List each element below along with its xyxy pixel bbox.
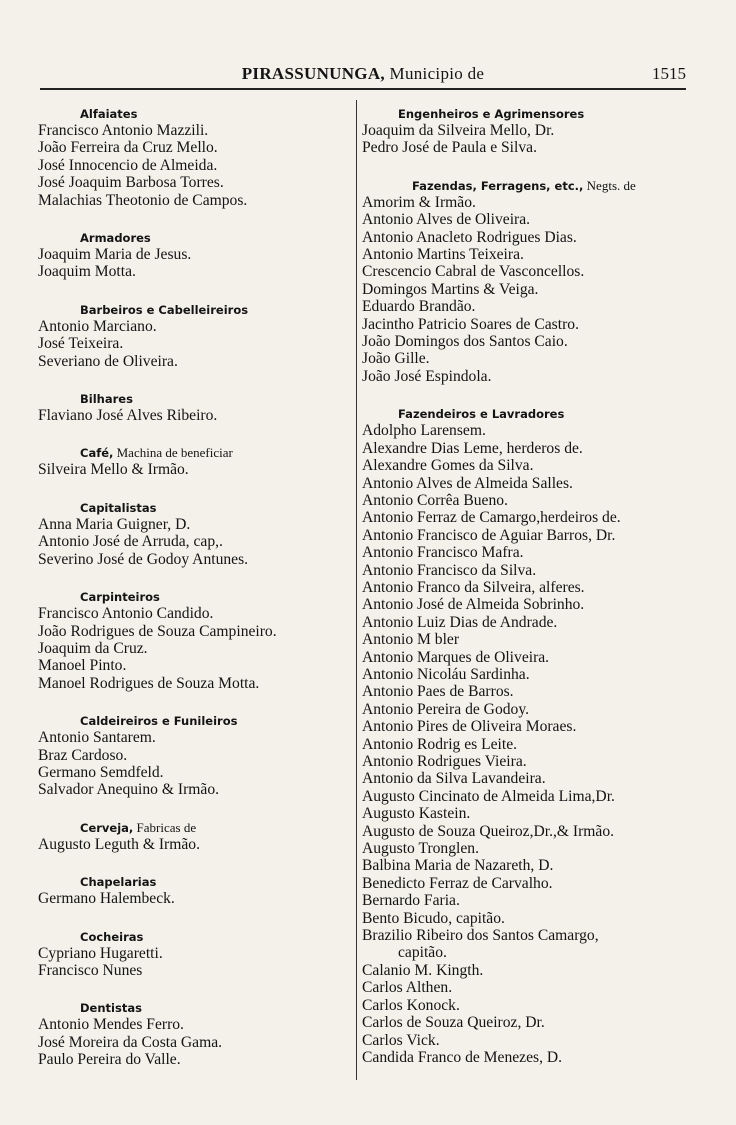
directory-entry: Calanio M. Kingth. <box>362 961 484 979</box>
section-engenheiros-e-agrimensores <box>362 106 692 157</box>
directory-entry: Carlos Vick. <box>362 1031 440 1049</box>
page-number: 1515 <box>652 64 686 83</box>
directory-entry: Joaquim da Cruz. <box>38 639 148 657</box>
directory-entry: Francisco Antonio Candido. <box>38 605 214 623</box>
section-heading-subtext: Machina de beneficiar <box>113 445 233 461</box>
directory-entry: Antonio Alves de Oliveira. <box>362 211 531 229</box>
directory-entry: Joaquim da Silveira Mello, Dr. <box>362 122 555 139</box>
section-chapelarias <box>38 874 356 907</box>
directory-entry: Antonio Marciano. <box>38 317 157 335</box>
directory-entry: Antonio Franco da Silveira, alferes. <box>362 578 585 596</box>
directory-entry: Carlos Konock. <box>362 996 460 1014</box>
directory-entry: João Domingos dos Santos Caio. <box>362 333 568 351</box>
directory-entry: Crescencio Cabral de Vasconcellos. <box>362 263 585 281</box>
section-bilhares <box>38 391 356 424</box>
directory-entry: Antonio Francisco de Aguiar Barros, Dr. <box>362 526 616 544</box>
header-title <box>40 64 686 84</box>
directory-entry: Braz Cardoso. <box>38 746 128 764</box>
directory-entry: Bernardo Faria. <box>362 892 460 910</box>
section-barbeiros-e-cabelleireiros <box>38 302 356 370</box>
directory-entry: Severiano de Oliveira. <box>38 352 178 370</box>
section-gap <box>38 853 356 874</box>
section-heading <box>38 302 356 318</box>
directory-entry: Benedicto Ferraz de Carvalho. <box>362 874 553 892</box>
directory-entry: Cypriano Hugaretti. <box>38 944 163 962</box>
header-city: PIRASSUNUNGA, <box>241 64 385 83</box>
directory-entry: Augusto Leguth & Irmão. <box>38 835 200 853</box>
section-heading <box>38 589 356 605</box>
section-heading-text: Alfaiates <box>80 107 138 121</box>
section-gap <box>38 209 356 230</box>
header-subtitle: Municipio de <box>389 64 485 83</box>
section-heading-text: Cerveja, <box>80 820 134 835</box>
directory-entry: João Rodrigues de Souza Campineiro. <box>38 622 277 640</box>
section-carpinteiros <box>38 589 356 692</box>
directory-entry: Antonio Marques de Oliveira. <box>362 648 550 666</box>
directory-entry: Alexandre Gomes da Silva. <box>362 457 534 475</box>
section-heading-text: Bilhares <box>80 392 133 407</box>
directory-entry: Amorim & Irmão. <box>362 193 476 211</box>
section-heading <box>38 445 356 461</box>
section-gap <box>38 479 356 500</box>
section-gap <box>38 370 356 391</box>
directory-entry: José Moreira da Costa Gama. <box>38 1033 223 1051</box>
directory-entry: Carlos de Souza Queiroz, Dr. <box>362 1014 545 1032</box>
section-heading-text: Barbeiros e Cabelleireiros <box>80 302 249 317</box>
directory-entry: Joaquim Maria de Jesus. <box>38 246 192 264</box>
directory-entry: Antonio Francisco da Silva. <box>362 561 537 579</box>
directory-entry: Antonio Rodrigues Vieira. <box>362 753 527 770</box>
section-heading-text: Capitalistas <box>80 500 157 515</box>
directory-entry: Francisco Nunes <box>38 961 143 979</box>
section-dentistas <box>38 1000 356 1068</box>
section-heading-text: Caldeireiros e Funileiros <box>80 714 238 729</box>
section-heading <box>38 500 356 516</box>
section-fazendas-ferragens-etc <box>362 178 692 385</box>
section-heading-text: Carpinteiros <box>80 590 160 605</box>
section-heading <box>38 929 356 945</box>
directory-entry: Salvador Anequino & Irmão. <box>38 781 220 799</box>
directory-entry: Antonio Paes de Barros. <box>362 683 514 701</box>
section-gap <box>38 799 356 820</box>
directory-entry: João Ferreira da Cruz Mello. <box>38 139 218 157</box>
directory-entry: João José Espindola. <box>362 367 492 385</box>
directory-entry: capitão. <box>398 944 447 962</box>
section-heading <box>38 230 356 246</box>
directory-entry: Antonio Martins Teixeira. <box>362 246 524 264</box>
directory-entry: Anna Maria Guigner, D. <box>38 515 191 533</box>
section-heading <box>362 406 692 422</box>
directory-entry: Antonio José de Almeida Sobrinho. <box>362 596 585 614</box>
section-fazendeiros-e-lavradores <box>362 406 692 1066</box>
page-header <box>40 62 686 90</box>
section-gap <box>38 424 356 445</box>
directory-entry: José Innocencio de Almeida. <box>38 156 218 174</box>
section-heading-subtext: Negts. de <box>583 177 636 193</box>
section-heading-text: Cocheiras <box>80 929 144 944</box>
directory-entry: Antonio Rodrig es Leite. <box>362 735 518 753</box>
directory-entry: Severino José de Godoy Antunes. <box>38 550 249 568</box>
section-heading <box>38 874 356 890</box>
directory-entry: Bento Bicudo, capitão. <box>362 909 505 927</box>
section-heading-text: Café, <box>80 446 114 461</box>
directory-entry: Antonio Anacleto Rodrigues Dias. <box>362 228 577 246</box>
directory-entry: João Gille. <box>362 350 430 368</box>
directory-entry: Antonio Francisco Mafra. <box>362 544 524 562</box>
directory-entry: Balbina Maria de Nazareth, D. <box>362 857 554 875</box>
directory-entry: Antonio da Silva Lavandeira. <box>362 770 546 788</box>
section-heading-text: Dentistas <box>80 1001 142 1016</box>
section-capitalistas <box>38 500 356 568</box>
directory-entry: Brazilio Ribeiro dos Santos Camargo, <box>362 927 599 945</box>
section-heading-text: Fazendeiros e Lavradores <box>398 407 565 422</box>
section-heading-text: Chapelarias <box>80 875 157 890</box>
section-gap <box>38 281 356 302</box>
directory-entry: Antonio Mendes Ferro. <box>38 1016 184 1034</box>
directory-entry: Antonio José de Arruda, cap,. <box>38 533 223 551</box>
directory-entry: Augusto de Souza Queiroz,Dr.,& Irmão. <box>362 822 615 840</box>
section-alfaiates <box>38 106 356 209</box>
directory-entry: Eduardo Brandão. <box>362 298 476 316</box>
directory-entry: Malachias Theotonio de Campos. <box>38 191 248 209</box>
directory-entry: Francisco Antonio Mazzili. <box>38 122 209 139</box>
directory-entry: Antonio Nicoláu Sardinha. <box>362 665 530 683</box>
directory-entry: José Joaquim Barbosa Torres. <box>38 174 224 192</box>
directory-entry: Joaquim Motta. <box>38 263 136 281</box>
directory-entry: Germano Halembeck. <box>38 890 175 908</box>
directory-entry: Flaviano José Alves Ribeiro. <box>38 407 218 425</box>
directory-entry: Alexandre Dias Leme, herderos de. <box>362 439 583 457</box>
directory-entry: Antonio Alves de Almeida Salles. <box>362 474 573 492</box>
directory-entry: Pedro José de Paula e Silva. <box>362 139 537 157</box>
directory-entry: Candida Franco de Menezes, D. <box>362 1048 563 1066</box>
section-gap <box>38 568 356 589</box>
section-cafe <box>38 445 356 478</box>
section-heading-subtext: Fabricas de <box>133 819 197 835</box>
directory-entry: Augusto Cincinato de Almeida Lima,Dr. <box>362 787 615 805</box>
section-gap <box>362 385 692 406</box>
right-column <box>362 106 692 1066</box>
section-gap <box>38 692 356 713</box>
directory-entry: Manoel Rodrigues de Souza Motta. <box>38 674 260 692</box>
section-heading <box>362 178 692 194</box>
section-heading <box>38 820 356 836</box>
section-armadores <box>38 230 356 281</box>
directory-entry: Manoel Pinto. <box>38 657 127 675</box>
directory-entry: Antonio Corrêa Bueno. <box>362 491 508 509</box>
directory-entry: Paulo Pereira do Valle. <box>38 1051 181 1069</box>
section-heading-text: Fazendas, Ferragens, etc., <box>412 178 584 193</box>
directory-entry: Silveira Mello & Irmão. <box>38 461 189 479</box>
directory-entry: Antonio Ferraz de Camargo,herdeiros de. <box>362 509 621 527</box>
directory-entry: Augusto Tronglen. <box>362 840 479 858</box>
directory-entry: Domingos Martins & Veiga. <box>362 280 539 298</box>
section-caldeireiros-e-funileiros <box>38 713 356 799</box>
directory-entry: Antonio Santarem. <box>38 729 156 747</box>
section-gap <box>362 157 692 178</box>
directory-entry: Augusto Kastein. <box>362 805 471 823</box>
section-heading <box>38 713 356 729</box>
section-cerveja <box>38 820 356 853</box>
section-heading <box>38 391 356 407</box>
directory-entry: Antonio M bler <box>362 631 460 649</box>
section-heading-text: Armadores <box>80 231 151 246</box>
column-divider <box>356 100 357 1080</box>
section-gap <box>38 908 356 929</box>
section-heading <box>38 106 356 122</box>
directory-entry: Antonio Luiz Dias de Andrade. <box>362 613 558 631</box>
directory-entry: Antonio Pereira de Godoy. <box>362 700 530 718</box>
section-gap <box>38 979 356 1000</box>
directory-entry: Jacintho Patricio Soares de Castro. <box>362 315 579 333</box>
section-heading-text: Engenheiros e Agrimensores <box>398 107 585 121</box>
section-heading <box>38 1000 356 1016</box>
left-column <box>38 106 356 1069</box>
directory-entry: José Teixeira. <box>38 335 124 353</box>
directory-entry: Germano Semdfeld. <box>38 763 164 781</box>
directory-entry: Carlos Althen. <box>362 979 453 997</box>
directory-entry: Adolpho Larensem. <box>362 422 486 440</box>
section-cocheiras <box>38 929 356 980</box>
directory-entry: Antonio Pires de Oliveira Moraes. <box>362 718 577 736</box>
section-heading <box>362 106 692 122</box>
